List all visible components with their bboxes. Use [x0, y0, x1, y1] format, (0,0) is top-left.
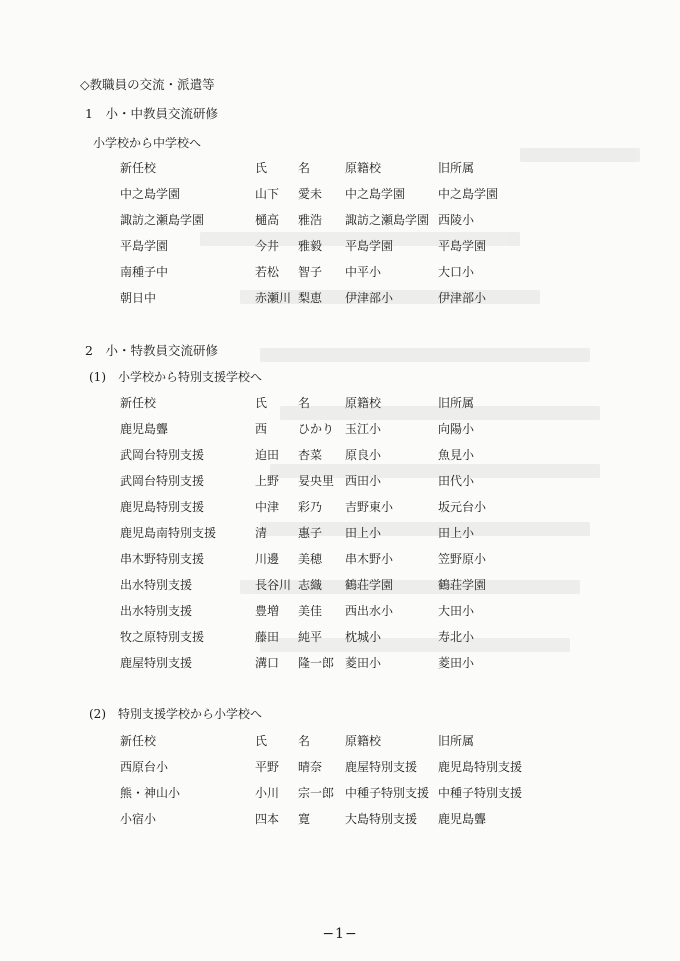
cell-new-school: 牧之原特別支援: [120, 630, 205, 644]
cell-previous-school: 大田小: [438, 604, 475, 618]
cell-surname: 上野: [255, 474, 280, 488]
table-row: [0, 422, 680, 436]
column-previous-school: 旧所属: [438, 161, 475, 175]
cell-previous-school: 田上小: [438, 526, 475, 540]
cell-home-school: 鶴荘学園: [345, 578, 394, 592]
cell-previous-school: 鹿児島聾: [438, 812, 487, 826]
page-number: −1−: [322, 926, 358, 942]
column-home-school: 原籍校: [345, 161, 382, 175]
cell-surname: 赤瀬川: [255, 291, 292, 305]
cell-surname: 西: [255, 422, 268, 436]
cell-given-name: 妟央里: [298, 474, 335, 488]
document-title: ◇教職員の交流・派遣等: [80, 77, 215, 92]
column-previous-school: 旧所属: [438, 396, 475, 410]
cell-surname: 迫田: [255, 448, 280, 462]
table-row: [0, 526, 680, 540]
table-row: [0, 552, 680, 566]
cell-home-school: 原良小: [345, 448, 382, 462]
table-row: [0, 578, 680, 592]
column-previous-school: 旧所属: [438, 734, 475, 748]
cell-home-school: 玉江小: [345, 422, 382, 436]
cell-surname: 川邊: [255, 552, 280, 566]
cell-surname: 中津: [255, 500, 280, 514]
cell-surname: 清: [255, 526, 268, 540]
cell-previous-school: 魚見小: [438, 448, 475, 462]
table-row: [0, 474, 680, 488]
cell-given-name: 寛: [298, 812, 311, 826]
cell-new-school: 鹿児島南特別支援: [120, 526, 217, 540]
cell-previous-school: 向陽小: [438, 422, 475, 436]
cell-previous-school: 平島学園: [438, 239, 487, 253]
cell-given-name: 雅毅: [298, 239, 323, 253]
cell-surname: 四本: [255, 812, 280, 826]
cell-given-name: 愛未: [298, 187, 323, 201]
cell-home-school: 鹿屋特別支援: [345, 760, 418, 774]
section-1-subheading: 小学校から中学校へ: [93, 136, 202, 150]
cell-home-school: 大島特別支援: [345, 812, 418, 826]
section-2-1-heading: (1) 小学校から特別支援学校へ: [89, 370, 262, 384]
cell-given-name: 純平: [298, 630, 323, 644]
cell-surname: 豊増: [255, 604, 280, 618]
cell-given-name: 志織: [298, 578, 323, 592]
table-row: [0, 239, 680, 253]
cell-previous-school: 西陵小: [438, 213, 475, 227]
cell-previous-school: 中之島学園: [438, 187, 499, 201]
cell-previous-school: 田代小: [438, 474, 475, 488]
column-given-name: 名: [298, 396, 311, 410]
cell-surname: 若松: [255, 265, 280, 279]
cell-given-name: 美穂: [298, 552, 323, 566]
table-row: [0, 265, 680, 279]
cell-given-name: 智子: [298, 265, 323, 279]
cell-home-school: 伊津部小: [345, 291, 394, 305]
cell-surname: 平野: [255, 760, 280, 774]
table-header: [0, 161, 680, 175]
cell-new-school: 南種子中: [120, 265, 169, 279]
cell-previous-school: 笠野原小: [438, 552, 487, 566]
column-home-school: 原籍校: [345, 734, 382, 748]
table-row: [0, 812, 680, 826]
cell-home-school: 中之島学園: [345, 187, 406, 201]
cell-given-name: 宗一郎: [298, 786, 335, 800]
column-new-school: 新任校: [120, 161, 157, 175]
cell-new-school: 武岡台特別支援: [120, 448, 205, 462]
column-surname: 氏: [255, 396, 268, 410]
table-header: [0, 734, 680, 748]
section-1-heading: 1 小・中教員交流研修: [85, 106, 218, 121]
cell-new-school: 諏訪之瀬島学園: [120, 213, 205, 227]
section-2-2-heading: (2) 特別支援学校から小学校へ: [89, 707, 262, 721]
cell-home-school: 中種子特別支援: [345, 786, 430, 800]
cell-given-name: 惠子: [298, 526, 323, 540]
cell-previous-school: 寿北小: [438, 630, 475, 644]
cell-new-school: 武岡台特別支援: [120, 474, 205, 488]
cell-home-school: 西出水小: [345, 604, 394, 618]
cell-home-school: 菱田小: [345, 656, 382, 670]
cell-home-school: 枕城小: [345, 630, 382, 644]
column-new-school: 新任校: [120, 396, 157, 410]
table-row: [0, 213, 680, 227]
table-row: [0, 656, 680, 670]
cell-home-school: 吉野東小: [345, 500, 394, 514]
column-new-school: 新任校: [120, 734, 157, 748]
cell-previous-school: 中種子特別支援: [438, 786, 523, 800]
cell-new-school: 西原台小: [120, 760, 169, 774]
column-given-name: 名: [298, 161, 311, 175]
section-2-heading: 2 小・特教員交流研修: [85, 343, 218, 358]
table-row: [0, 291, 680, 305]
cell-new-school: 出水特別支援: [120, 604, 193, 618]
cell-surname: 藤田: [255, 630, 280, 644]
cell-new-school: 鹿児島聾: [120, 422, 169, 436]
cell-home-school: 中平小: [345, 265, 382, 279]
cell-new-school: 小宿小: [120, 812, 157, 826]
cell-given-name: 晴奈: [298, 760, 323, 774]
column-home-school: 原籍校: [345, 396, 382, 410]
table-row: [0, 786, 680, 800]
cell-surname: 樋高: [255, 213, 280, 227]
table-row: [0, 604, 680, 618]
cell-previous-school: 鶴荘学園: [438, 578, 487, 592]
table-row: [0, 187, 680, 201]
table-row: [0, 448, 680, 462]
column-surname: 氏: [255, 734, 268, 748]
cell-home-school: 田上小: [345, 526, 382, 540]
cell-home-school: 平島学園: [345, 239, 394, 253]
cell-new-school: 鹿児島特別支援: [120, 500, 205, 514]
cell-surname: 今井: [255, 239, 280, 253]
cell-new-school: 熊・神山小: [120, 786, 181, 800]
table-row: [0, 760, 680, 774]
cell-home-school: 西田小: [345, 474, 382, 488]
cell-previous-school: 坂元台小: [438, 500, 487, 514]
cell-new-school: 平島学園: [120, 239, 169, 253]
cell-home-school: 諏訪之瀬島学園: [345, 213, 430, 227]
cell-given-name: 隆一郎: [298, 656, 335, 670]
cell-surname: 長谷川: [255, 578, 292, 592]
table-row: [0, 630, 680, 644]
cell-previous-school: 菱田小: [438, 656, 475, 670]
cell-given-name: 美佳: [298, 604, 323, 618]
cell-new-school: 鹿屋特別支援: [120, 656, 193, 670]
cell-home-school: 串木野小: [345, 552, 394, 566]
cell-surname: 山下: [255, 187, 280, 201]
cell-new-school: 串木野特別支援: [120, 552, 205, 566]
column-surname: 氏: [255, 161, 268, 175]
cell-new-school: 中之島学園: [120, 187, 181, 201]
cell-previous-school: 大口小: [438, 265, 475, 279]
column-given-name: 名: [298, 734, 311, 748]
cell-new-school: 朝日中: [120, 291, 157, 305]
table-header: [0, 396, 680, 410]
cell-surname: 小川: [255, 786, 280, 800]
cell-given-name: 雅浩: [298, 213, 323, 227]
table-row: [0, 500, 680, 514]
cell-new-school: 出水特別支援: [120, 578, 193, 592]
cell-surname: 溝口: [255, 656, 280, 670]
cell-given-name: 梨恵: [298, 291, 323, 305]
cell-given-name: 杏菜: [298, 448, 323, 462]
cell-previous-school: 鹿児島特別支援: [438, 760, 523, 774]
cell-given-name: 彩乃: [298, 500, 323, 514]
cell-given-name: ひかり: [298, 422, 335, 436]
cell-previous-school: 伊津部小: [438, 291, 487, 305]
